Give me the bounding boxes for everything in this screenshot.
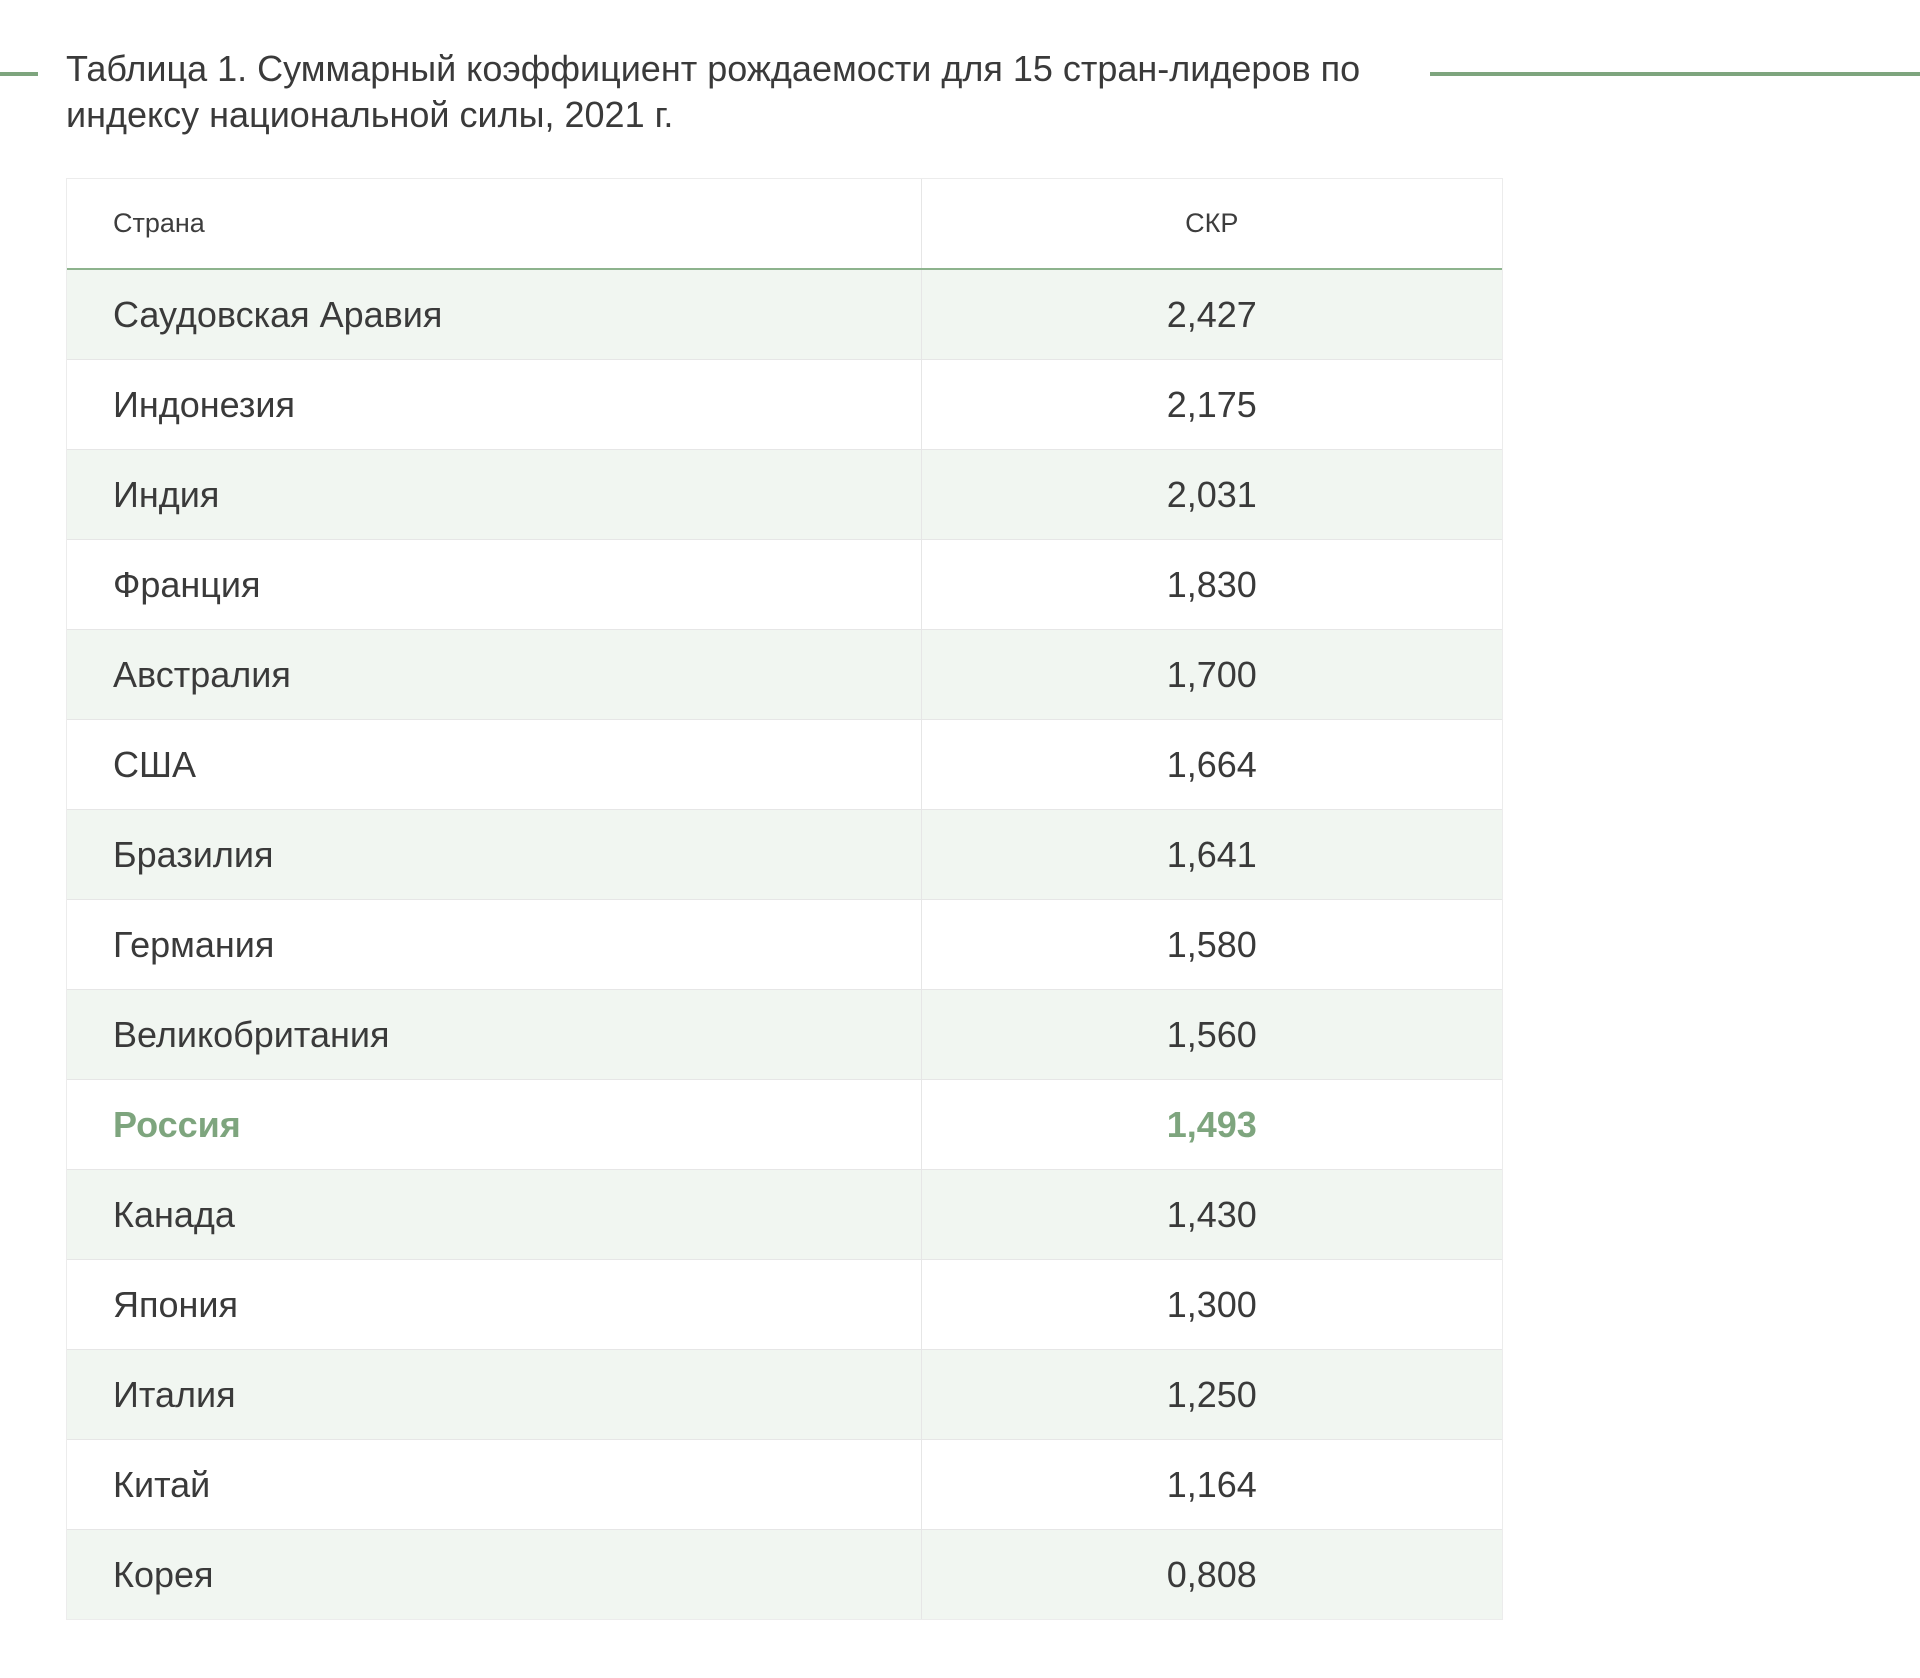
cell-value: 1,164 [921,1440,1502,1530]
table-row [67,540,1502,630]
table-row [67,900,1502,990]
cell-country: Великобритания [67,990,921,1080]
table-title: Таблица 1. Суммарный коэффициент рождаемости для 15 стран-лидеров по индексу национальной силы, 2021 г. [66,48,1361,135]
cell-country: Канада [67,1170,921,1260]
decorative-line-right [1430,72,1920,76]
table-row [67,810,1502,900]
cell-country: США [67,720,921,810]
cell-value: 1,641 [921,810,1502,900]
cell-country: Австралия [67,630,921,720]
cell-value: 0,808 [921,1530,1502,1620]
cell-country-highlighted: Россия [67,1080,921,1170]
cell-value: 1,250 [921,1350,1502,1440]
decorative-line-left [0,72,38,76]
cell-country: Китай [67,1440,921,1530]
table-row [67,269,1502,360]
table-row [67,450,1502,540]
table-row [67,1440,1502,1530]
cell-country: Индия [67,450,921,540]
table-row [67,1530,1502,1620]
cell-value: 1,700 [921,630,1502,720]
table-row [67,1350,1502,1440]
table-row [67,360,1502,450]
table-row [67,1260,1502,1350]
cell-value: 1,664 [921,720,1502,810]
cell-value: 1,830 [921,540,1502,630]
cell-value-highlighted: 1,493 [921,1080,1502,1170]
cell-value: 2,175 [921,360,1502,450]
cell-value: 1,430 [921,1170,1502,1260]
cell-country: Саудовская Аравия [67,269,921,360]
cell-country: Италия [67,1350,921,1440]
cell-country: Бразилия [67,810,921,900]
cell-value: 2,427 [921,269,1502,360]
table-row [67,630,1502,720]
data-table [66,178,1503,1620]
cell-country: Индонезия [67,360,921,450]
cell-country: Франция [67,540,921,630]
header-country: Страна [67,179,921,269]
table-row [67,720,1502,810]
cell-country: Корея [67,1530,921,1620]
cell-country: Япония [67,1260,921,1350]
table-row [67,1170,1502,1260]
cell-value: 1,580 [921,900,1502,990]
cell-country: Германия [67,900,921,990]
cell-value: 2,031 [921,450,1502,540]
cell-value: 1,300 [921,1260,1502,1350]
cell-value: 1,560 [921,990,1502,1080]
header-value: СКР [921,179,1502,269]
table-row-highlighted [67,1080,1502,1170]
table-row [67,990,1502,1080]
table-header-row [67,179,1502,269]
